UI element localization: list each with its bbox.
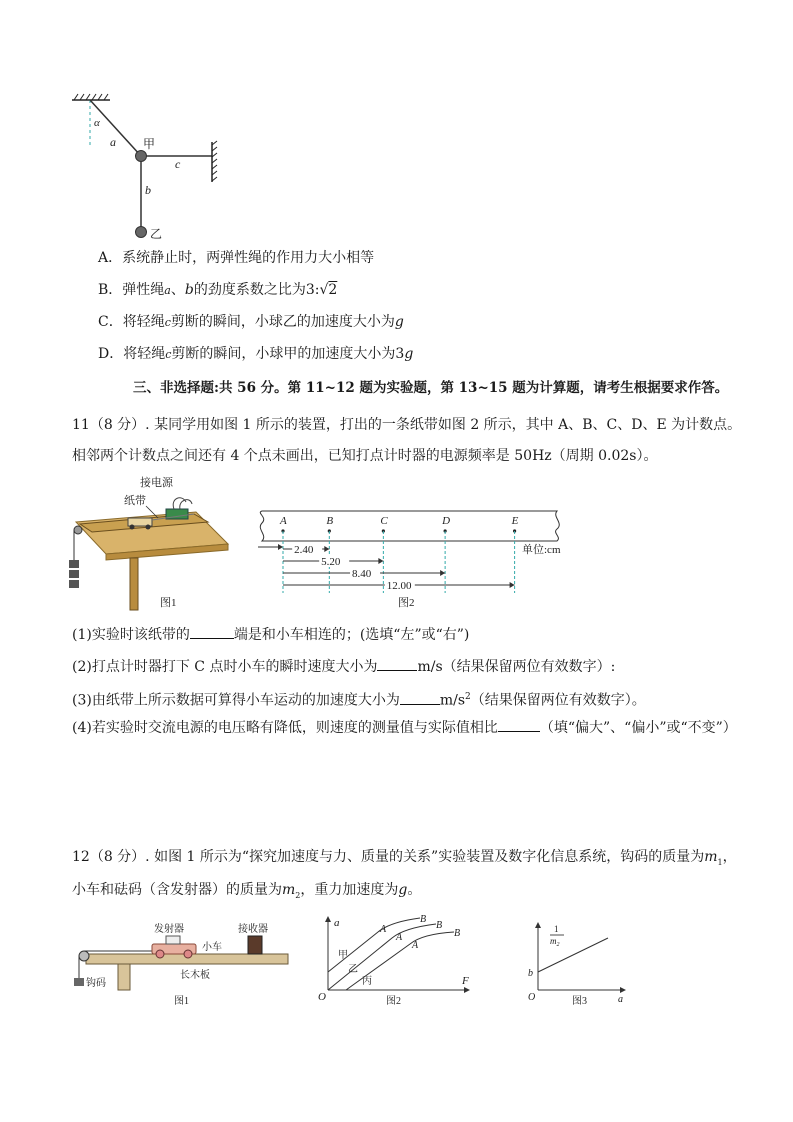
q11-intro-line2: 相邻两个计数点之间还有 4 个点未画出，已知打点计时器的电源频率是 50Hz（周期 0.02s）。 [72,448,658,464]
table-leg [130,558,138,610]
rope-a-label: a [110,135,116,149]
fig2-y-label: a [334,917,340,929]
q12-fig1-caption: 图1 [174,996,189,1007]
dimension-value-2: 5.20 [321,556,341,568]
tape-unit: 单位:cm [522,544,561,556]
ball-jia-label: 甲 [143,137,156,151]
dimension-arrow-2 [378,558,383,564]
ball-yi-label: 乙 [150,227,163,240]
answer-blank-1[interactable] [190,624,234,639]
curve-jia [328,918,420,972]
fig3-y-den: $m_2$ [550,936,560,948]
point-label-b2: B [436,920,443,931]
q11-sub2: (2)打点计时器打下 C 点时小车的瞬时速度大小为 m/s（结果保留两位有效数字）: [72,656,615,677]
hook-weight [74,978,84,986]
fig3-x-label: a [618,994,623,1005]
q12-fig3-graph [522,920,632,1008]
q11-sub3: (3)由纸带上所示数据可算得小车运动的加速度大小为 $m/s^2$（结果保留两位有效数字）。 [72,687,646,711]
pulley [79,951,89,961]
point-label-b3: B [454,928,461,939]
dimension-arrow-1 [324,546,329,552]
label-tape: 纸带 [124,495,146,507]
angle-label: α [94,117,100,129]
tape-point-label-b: B [326,515,334,527]
label-weight: 钩码 [86,978,106,989]
answer-blank-2[interactable] [377,656,417,671]
curve-label-yi: 乙 [348,964,358,975]
answer-blank-3[interactable] [400,690,440,705]
rope-b-label: b [145,183,151,197]
fig2-caption: 图2 [398,597,415,609]
curve-label-jia: 甲 [338,950,348,961]
ball-yi [136,227,147,238]
dimension-arrow-3 [440,570,445,576]
option-b: B．弹性绳a、b的劲度系数之比为3:√2 [98,282,338,298]
right-wall [212,141,217,182]
dimension-value-3: 8.40 [352,568,372,580]
fig3-origin: O [528,992,536,1003]
answer-blank-4[interactable] [498,717,540,732]
ceiling-hatch [72,94,110,100]
option-c: C．将轻绳c剪断的瞬间，小球乙的加速度大小为g [98,314,404,330]
q11-fig2-tape [252,505,572,615]
q11-sub4: (4)若实验时交流电源的电压略有降低，则速度的测量值与实际值相比 （填“偏大”、“偏小”或“不变”） [72,717,737,738]
label-emitter: 发射器 [154,924,184,935]
dimension-value-1: 2.40 [294,544,314,556]
fig1-caption: 图1 [160,597,177,609]
rope-c-label: c [175,157,181,171]
tape-point-label-d: D [442,515,451,527]
q11-intro-line1: 11（8 分）. 某同学用如图 1 所示的装置，打出的一条纸带如图 2 所示，其中 A、B、C、D、E 为计数点。 [72,417,742,433]
q11-fig1-apparatus [66,474,236,614]
point-label-a2: A [396,932,403,943]
q12-fig2-caption: 图2 [386,996,401,1007]
tape-point-label-c: C [380,515,388,527]
dimension-arrow-4 [510,582,515,588]
label-power: 接电源 [140,477,173,489]
curve-label-bing: 丙 [362,976,372,987]
label-board: 长木板 [180,970,210,981]
label-cart: 小车 [202,942,222,953]
q12-line1: 12（8 分）. 如图 1 所示为“探究加速度与力、质量的关系”实验装置及数字化信息系统，钩码的质量为$m_1$， [72,849,737,867]
ball-jia [136,151,147,162]
fig3-y-num: 1 [554,924,559,934]
label-receiver: 接收器 [238,924,268,935]
q11-sub1: (1)实验时该纸带的 端是和小车相连的；(选填“左”或“右”) [72,624,469,645]
q12-fig1-apparatus [68,920,294,1008]
q12-fig2-graph [312,914,482,1008]
pendulum-figure [60,90,230,240]
tape-point-label-a: A [280,515,287,527]
point-label-a1: A [380,924,387,935]
tape-point-label-e: E [511,515,519,527]
point-label-b1: B [420,914,427,925]
option-d: D．将轻绳c剪断的瞬间，小球甲的加速度大小为3g [98,346,414,362]
section-header: 三、非选择题:共 56 分。第 11~12 题为实验题，第 13~15 题为计算题，请考生根据要求作答。 [133,380,729,396]
sqrt-symbol: √ [319,282,329,298]
fig3-intercept: b [528,968,533,979]
hanging-weights [69,560,79,568]
option-a: A．系统静止时，两弹性绳的作用力大小相等 [98,250,375,266]
fig3-line [538,938,608,972]
emitter [166,936,180,944]
q12-line2: 小车和砝码（含发射器）的质量为$m_2$，重力加速度为g。 [72,882,422,900]
q12-fig3-caption: 图3 [572,996,587,1007]
point-label-a3: A [412,940,419,951]
dimension-value-4: 12.00 [386,580,412,592]
receiver [248,936,262,954]
fig2-origin: O [318,991,326,1003]
pulley [74,526,82,534]
fig2-x-label: F [462,975,469,987]
